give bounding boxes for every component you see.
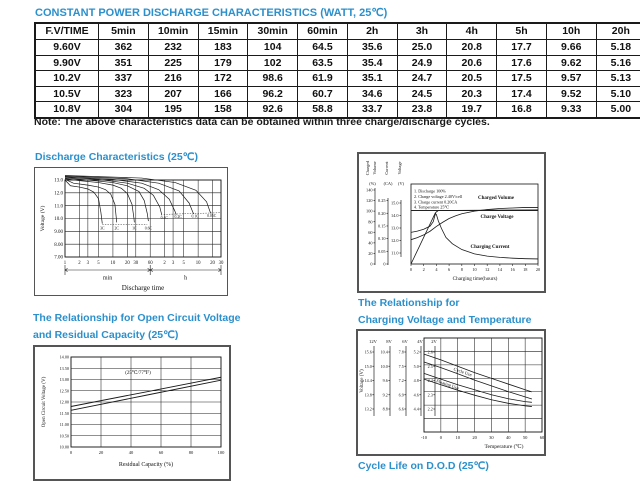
table-cell: 195 — [148, 102, 198, 118]
table-cell: 17.7 — [497, 40, 547, 56]
table-cell: 207 — [148, 86, 198, 102]
table-row — [35, 55, 640, 71]
x-tick-label: 3 — [86, 261, 90, 266]
curve-label: 0.4C — [160, 215, 168, 220]
page-title: CONSTANT POWER DISCHARGE CHARACTERISTICS (WATT, 25℃) — [35, 7, 388, 19]
ocv-line — [71, 380, 221, 410]
table-cell: 9.62 — [546, 55, 596, 71]
table-cell: 20.5 — [447, 71, 497, 87]
discharge-characteristics-chart — [34, 167, 228, 296]
tick-label: 0.10 — [377, 236, 386, 242]
y-tick-label: 7.00 — [54, 255, 63, 261]
x-axis-label: Residual Capacity (%) — [118, 462, 174, 468]
table-cell: 183 — [198, 40, 248, 56]
scale-tick-label: 7.5 — [398, 363, 404, 369]
table-head — [35, 23, 640, 40]
axis-header: Volume — [372, 161, 377, 175]
tick-label: 0.05 — [377, 248, 386, 254]
scale-tick-label: 7.2 — [398, 378, 404, 383]
tick-label: 13.0 — [390, 225, 399, 231]
tick-label: 80 — [368, 219, 373, 225]
axis-unit: (CA) — [383, 181, 393, 186]
x-tick-label: 16 — [510, 267, 515, 272]
x-tick-label: 80 — [188, 450, 194, 455]
scale-tick-label: 13.2 — [364, 406, 372, 412]
tick-label: 0.20 — [377, 210, 386, 216]
table-cell: 225 — [148, 55, 198, 71]
table-cell: 17.4 — [497, 86, 547, 102]
table-cell: 304 — [99, 102, 149, 118]
table-cell: 20.3 — [447, 86, 497, 102]
curve-label: 0.1C — [191, 214, 199, 219]
table-cell: 98.6 — [248, 71, 298, 87]
scale-header: 2V — [431, 339, 437, 344]
x-tick-label: 30 — [489, 435, 494, 440]
chart-note: 3. Charge current 0.20CA — [414, 199, 458, 205]
scale-tick-label: 4.4 — [413, 406, 419, 412]
table-cell: 64.5 — [298, 40, 348, 56]
scale-tick-label: 15.0 — [364, 363, 372, 369]
y-tick-label: 11.0 — [54, 204, 63, 210]
table-cell: 172 — [198, 71, 248, 87]
tick-label: 140 — [366, 187, 373, 193]
charging-current-curve — [411, 213, 538, 264]
table-cell: 9.60V — [35, 40, 99, 56]
table-cell: 102 — [248, 55, 298, 71]
charge-voltage-temp-title — [358, 295, 531, 329]
y-tick-label: 11.00 — [59, 422, 69, 427]
scale-tick-label: 9.6 — [382, 378, 388, 383]
band-label: Floating Use — [435, 378, 460, 391]
curve-label: 1C — [132, 226, 137, 231]
table-header-cell: F.V/TIME — [35, 23, 99, 40]
curve-label: 0.2C — [174, 215, 182, 220]
x-tick-label: 40 — [128, 450, 134, 455]
y-axis-label: Open Circuit Voltage (V) — [42, 376, 47, 428]
table-cell: 323 — [99, 86, 149, 102]
table-cell: 23.8 — [397, 102, 447, 118]
y-tick-label: 13.0 — [54, 178, 63, 184]
table-cell: 17.6 — [497, 55, 547, 71]
x-tick-label: 2 — [422, 267, 425, 272]
y-tick-label: 9.00 — [54, 230, 63, 236]
table-cell: 9.90V — [35, 55, 99, 71]
x-tick-label: 10 — [472, 267, 477, 272]
ocv-chart-title-line1: The Relationship for Open Circuit Voltage — [33, 312, 241, 324]
table-header-cell: 30min — [248, 23, 298, 40]
tick-label: 120 — [366, 198, 373, 204]
table-cell: 362 — [99, 40, 149, 56]
axis-header: Voltage — [397, 161, 402, 175]
table-cell: 61.9 — [298, 71, 348, 87]
y-tick-label: 10.50 — [59, 433, 69, 439]
axis-header: Current — [384, 161, 389, 175]
scale-header: 6V — [402, 339, 408, 344]
note-text: Note: The above characteristics data can be obtained within three charge/discharge cycles. — [34, 116, 490, 128]
x-tick-label: 4 — [435, 267, 438, 272]
table-cell: 351 — [99, 55, 149, 71]
y-tick-label: 11.50 — [59, 410, 69, 416]
charge-voltage-temp-title-line1: The Relationship for — [358, 297, 460, 309]
x-tick-label: 100 — [217, 450, 225, 455]
axis-unit: (V) — [398, 181, 404, 186]
tick-label: 15.0 — [390, 200, 399, 206]
tick-label: 11.0 — [391, 250, 399, 256]
curve-label: Charging Current — [470, 245, 510, 250]
table-cell: 24.7 — [397, 71, 447, 87]
x-tick-label: 20 — [124, 261, 130, 266]
x-tick-label: -10 — [421, 435, 427, 440]
table-header-cell: 2h — [347, 23, 397, 40]
scale-tick-label: 5.0 — [413, 363, 419, 369]
annotation: (25℃/77℉) — [125, 371, 151, 376]
table-header-cell: 4h — [447, 23, 497, 40]
ocv-residual-capacity-chart — [33, 345, 231, 481]
discharge-chart-svg — [35, 168, 227, 295]
x-tick-label: 1 — [63, 261, 67, 266]
x-axis-label: Charging time(hours) — [452, 276, 498, 282]
x-tick-label: 10 — [195, 261, 201, 266]
ocv-chart-title-line2: and Residual Capacity (25℃) — [33, 329, 179, 341]
chart-note: 1. Discharge 100% — [414, 188, 446, 194]
y-axis-label: Voltage (V) — [40, 205, 46, 232]
table-header-cell: 15min — [198, 23, 248, 40]
tick-label: 20 — [368, 251, 373, 257]
x-axis-label: Discharge time — [121, 284, 165, 292]
y-tick-label: 14.00 — [59, 354, 69, 360]
y-tick-label: 8.00 — [54, 242, 63, 248]
table-cell: 9.57 — [546, 71, 596, 87]
table-cell: 216 — [148, 71, 198, 87]
table-cell: 337 — [99, 71, 149, 87]
y-tick-label: 10.00 — [59, 444, 69, 450]
tick-label: 0.25 — [377, 198, 386, 204]
table-row — [35, 40, 640, 56]
x-tick-label: 12 — [485, 267, 490, 272]
table-cell: 5.18 — [596, 40, 640, 56]
band-curve — [424, 354, 532, 392]
x-section-label: h — [184, 275, 188, 282]
scale-tick-label: 13.8 — [364, 392, 372, 398]
table-header-cell: 10min — [148, 23, 198, 40]
table-cell: 20.6 — [447, 55, 497, 71]
x-tick-label: 8 — [460, 267, 463, 272]
charge-voltage-temp-title-line2: Charging Voltage and Temperature — [358, 314, 532, 326]
x-tick-label: 0 — [69, 450, 73, 455]
scale-tick-label: 5.2 — [413, 349, 419, 355]
chart-note: 2. Charge voltage 2.40V/cell — [414, 193, 463, 199]
table-cell: 20.8 — [447, 40, 497, 56]
x-tick-label: 2 — [163, 261, 166, 266]
tick-label: 100 — [366, 208, 373, 214]
x-tick-label: 60 — [539, 435, 544, 440]
table-cell: 35.1 — [347, 71, 397, 87]
axis-unit: (%) — [369, 181, 376, 186]
x-tick-label: 3 — [171, 261, 175, 266]
charge-voltage-temperature-chart — [356, 329, 546, 456]
table-cell: 35.6 — [347, 40, 397, 56]
scale-tick-label: 9.2 — [382, 392, 388, 398]
x-tick-label: 60 — [158, 450, 164, 455]
table-header-cell: 10h — [546, 23, 596, 40]
scale-tick-label: 15.6 — [364, 349, 372, 355]
table-row — [35, 71, 640, 87]
table-cell: 60.7 — [298, 86, 348, 102]
table-cell: 104 — [248, 40, 298, 56]
table-cell: 9.33 — [546, 102, 596, 118]
table-cell: 35.4 — [347, 55, 397, 71]
x-tick-label: 50 — [522, 435, 528, 440]
scale-tick-label: 4.8 — [413, 378, 419, 383]
y-tick-label: 12.50 — [59, 388, 69, 394]
table-cell: 9.66 — [546, 40, 596, 56]
x-tick-label: 20 — [535, 267, 541, 272]
table-cell: 96.2 — [248, 86, 298, 102]
y-tick-label: 13.00 — [59, 377, 69, 382]
scale-tick-label: 4.6 — [413, 392, 419, 398]
table-cell: 10.5V — [35, 86, 99, 102]
x-tick-label: 10 — [455, 435, 460, 440]
x-tick-label: 5 — [182, 261, 185, 266]
x-tick-label: 20 — [472, 435, 477, 440]
x-tick-label: 20 — [98, 450, 104, 455]
table-cell: 34.6 — [347, 86, 397, 102]
scale-tick-label: 2.2 — [427, 406, 433, 412]
table-header-cell: 5h — [497, 23, 547, 40]
scale-tick-label: 8.8 — [382, 406, 388, 412]
x-tick-label: 0 — [439, 435, 442, 440]
scale-header: 8V — [386, 339, 392, 344]
scale-tick-label: 2.6 — [427, 349, 433, 355]
table-header-cell: 60min — [298, 23, 348, 40]
x-tick-label: 18 — [523, 267, 528, 272]
curve-label: 0.05C — [207, 213, 217, 218]
y-tick-label: 12.00 — [59, 399, 69, 405]
table-cell: 19.7 — [447, 102, 497, 118]
charging-characteristics-chart — [357, 152, 546, 293]
curve-label: Charge Voltage — [480, 215, 514, 220]
scale-tick-label: 6.9 — [398, 392, 404, 398]
table-cell: 10.2V — [35, 71, 99, 87]
x-tick-label: 40 — [506, 435, 511, 440]
y-tick-label: 12.0 — [54, 191, 63, 197]
discharge-table-wrap — [34, 22, 640, 119]
scale-tick-label: 7.8 — [398, 349, 404, 355]
scale-tick-label: 2.5 — [427, 363, 433, 369]
ocv-chart-svg — [35, 347, 229, 479]
y-tick-label: 10.0 — [54, 217, 63, 223]
table-cell: 5.16 — [596, 55, 640, 71]
tick-label: 40 — [368, 240, 373, 246]
table-cell: 9.52 — [546, 86, 596, 102]
table-cell: 25.0 — [397, 40, 447, 56]
x-tick-label: 5 — [97, 261, 100, 266]
x-tick-label: 14 — [497, 267, 503, 272]
table-cell: 92.6 — [248, 102, 298, 118]
x-tick-label: 10 — [110, 261, 116, 266]
x-tick-label: 6 — [448, 267, 451, 272]
curve-label: 2C — [114, 226, 119, 231]
x-tick-label: 30 — [133, 261, 139, 266]
table-cell: 232 — [148, 40, 198, 56]
table-header-cell: 3h — [397, 23, 447, 40]
table-cell: 24.9 — [397, 55, 447, 71]
y-axis-label: Voltage (V) — [360, 369, 365, 393]
tick-label: 60 — [368, 229, 373, 235]
tick-label: 0 — [370, 261, 373, 267]
table-cell: 179 — [198, 55, 248, 71]
discharge-chart-title: Discharge Characteristics (25℃) — [35, 151, 198, 163]
table-cell: 166 — [198, 86, 248, 102]
table-cell: 16.8 — [497, 102, 547, 118]
tick-label: 12.0 — [390, 238, 399, 244]
curve-label: 3C — [100, 226, 105, 231]
curve-label: Charged Volume — [478, 196, 514, 201]
table-cell: 5.13 — [596, 71, 640, 87]
table-cell: 158 — [198, 102, 248, 118]
table-header-row — [35, 23, 640, 40]
scale-header: 12V — [369, 339, 377, 344]
charge-voltage-curve — [411, 210, 538, 233]
charge-voltage-temp-svg — [358, 331, 544, 454]
tick-label: 0 — [383, 261, 386, 267]
x-section-label: min — [102, 275, 113, 282]
x-tick-label: 2 — [78, 261, 81, 266]
scale-header: 4V — [417, 339, 423, 344]
scale-tick-label: 14.4 — [364, 378, 372, 383]
y-tick-label: 13.50 — [59, 365, 69, 371]
table-cell: 24.5 — [397, 86, 447, 102]
table-cell: 10.8V — [35, 102, 99, 118]
x-tick-label: 60 — [147, 261, 153, 266]
x-axis-label: Temperature (℃) — [484, 444, 524, 450]
scale-tick-label: 6.6 — [398, 406, 404, 412]
table-header-cell: 5min — [99, 23, 149, 40]
scale-tick-label: 10.0 — [380, 363, 388, 369]
table-body — [35, 40, 640, 118]
band-label: Cycle Use — [452, 366, 473, 378]
chart-note: 4. Temperature 25℃ — [414, 204, 450, 210]
charging-chart-svg — [359, 154, 544, 291]
x-tick-label: 0 — [409, 267, 413, 272]
constant-power-discharge-table — [34, 22, 640, 119]
cycle-life-title: Cycle Life on D.O.D (25℃) — [358, 460, 489, 472]
axis-header: Charged — [365, 160, 370, 176]
scale-tick-label: 2.4 — [427, 378, 433, 383]
scale-tick-label: 2.3 — [427, 392, 433, 398]
curve-label: 0.6C — [144, 226, 153, 231]
tick-label: 14.0 — [390, 213, 399, 219]
table-cell: 58.8 — [298, 102, 348, 118]
table-cell: 33.7 — [347, 102, 397, 118]
table-cell: 5.10 — [596, 86, 640, 102]
band-curve — [424, 373, 532, 402]
table-header-cell: 20h — [596, 23, 640, 40]
ocv-chart-title — [33, 310, 241, 344]
table-cell: 63.5 — [298, 55, 348, 71]
table-row — [35, 86, 640, 102]
x-tick-label: 30 — [218, 261, 224, 266]
x-tick-label: 20 — [210, 261, 215, 266]
table-cell: 5.00 — [596, 102, 640, 118]
tick-label: 0.15 — [377, 223, 386, 229]
scale-tick-label: 10.4 — [380, 349, 388, 355]
table-cell: 17.5 — [497, 71, 547, 87]
